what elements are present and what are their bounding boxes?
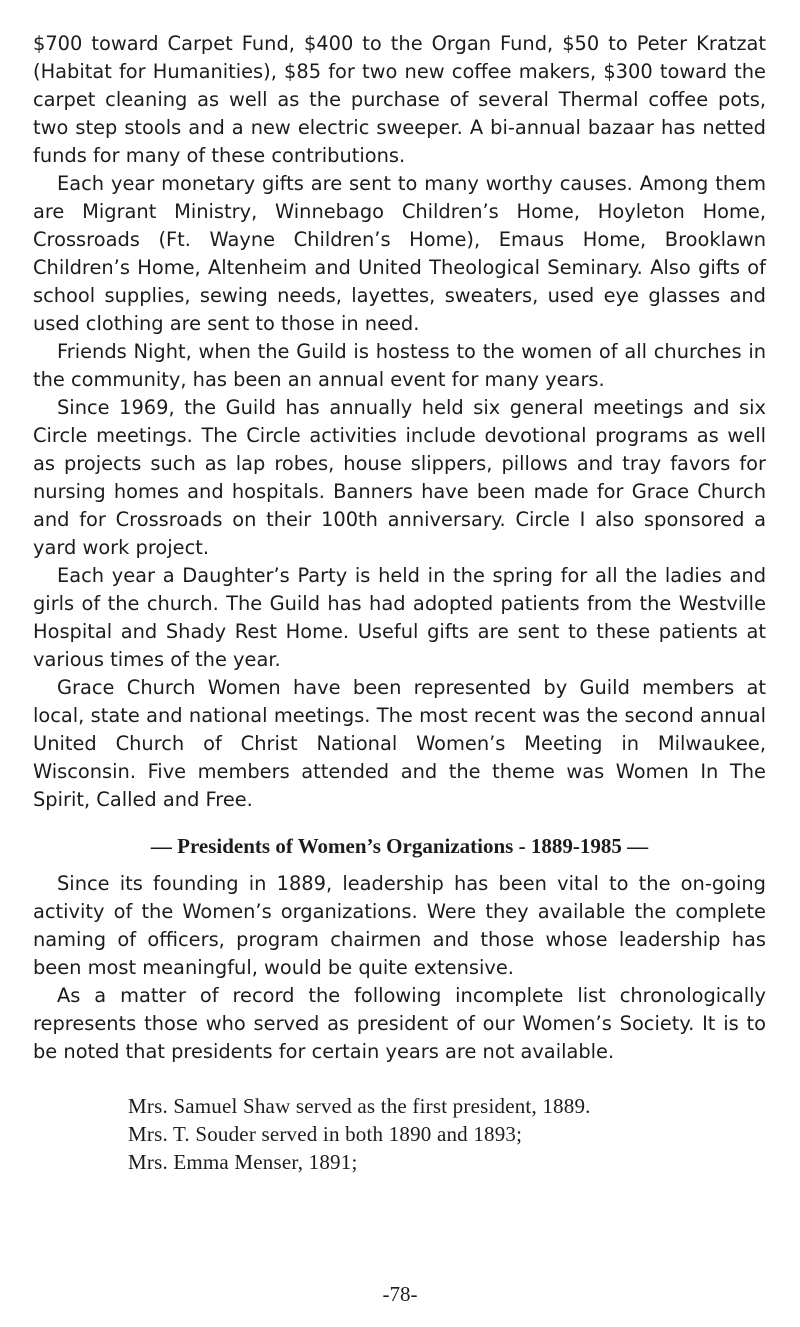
paragraph-representation: Grace Church Women have been represented by Guild members at local, state and national meetings. The most recent was the second annual United Church of Christ National Women’s Meeting in Milwaukee, Wisconsin. Five members attended and the theme was Women In The Spirit, Called and Free. xyxy=(33,676,766,811)
paragraph-leadership: Since its founding in 1889, leadership has been vital to the on-going activity of the Women’s organizations. Were they available the complete naming of officers, program chairmen and those whose leadership has been most meaningful, would be quite extensive. xyxy=(33,872,766,979)
paragraph-record: As a matter of record the following incomplete list chronologically represents those who served as president of our Women’s Society. It is to be noted that presidents for certain years are not available. xyxy=(33,984,766,1063)
document-page xyxy=(33,30,766,1176)
paragraph-friends-night: Friends Night, when the Guild is hostess to the women of all churches in the community, has been an annual event for many years. xyxy=(33,340,766,391)
paragraph-monetary-gifts: Each year monetary gifts are sent to many worthy causes. Among them are Migrant Ministry, Winnebago Children’s Home, Hoyleton Home, Crossroads (Ft. Wayne Children’s Home), Emaus Home, Brooklawn Children’s Home, Altenheim and United Theological Seminary. Also gifts of school supplies, sewing needs, layettes, sweaters, used eye glasses and used clothing are sent to those in need. xyxy=(33,172,766,335)
list-item: Mrs. Samuel Shaw served as the first president, 1889. xyxy=(128,1094,591,1118)
paragraph-meetings: Since 1969, the Guild has annually held six general meetings and six Circle meetings. The Circle activities include devotional programs as well as projects such as lap robes, house slippers, pillows and tray favors for nursing homes and hospitals. Banners have been made for Grace Church and for Crossroads on their 100th anniversary. Circle I also sponsored a yard work project. xyxy=(33,396,766,559)
paragraph-contributions: $700 toward Carpet Fund, $400 to the Organ Fund, $50 to Peter Kratzat (Habitat for Humanities), $85 for two new coffee makers, $300 toward the carpet cleaning as well as the purchase of several Thermal coffee pots, two step stools and a new electric sweeper. A bi-annual bazaar has netted funds for many of these contributions. xyxy=(33,32,766,167)
list-item: Mrs. Emma Menser, 1891; xyxy=(128,1150,358,1174)
section-heading: — Presidents of Women’s Organizations - 1889-1985 — xyxy=(150,834,649,858)
presidents-list xyxy=(128,1092,766,1176)
paragraph-daughters-party: Each year a Daughter’s Party is held in the spring for all the ladies and girls of the church. The Guild has had adopted patients from the Westville Hospital and Shady Rest Home. Useful gifts are sent to these patients at various times of the year. xyxy=(33,564,766,671)
list-item: Mrs. T. Souder served in both 1890 and 1893; xyxy=(128,1122,523,1146)
page-number: -78- xyxy=(382,1282,418,1306)
